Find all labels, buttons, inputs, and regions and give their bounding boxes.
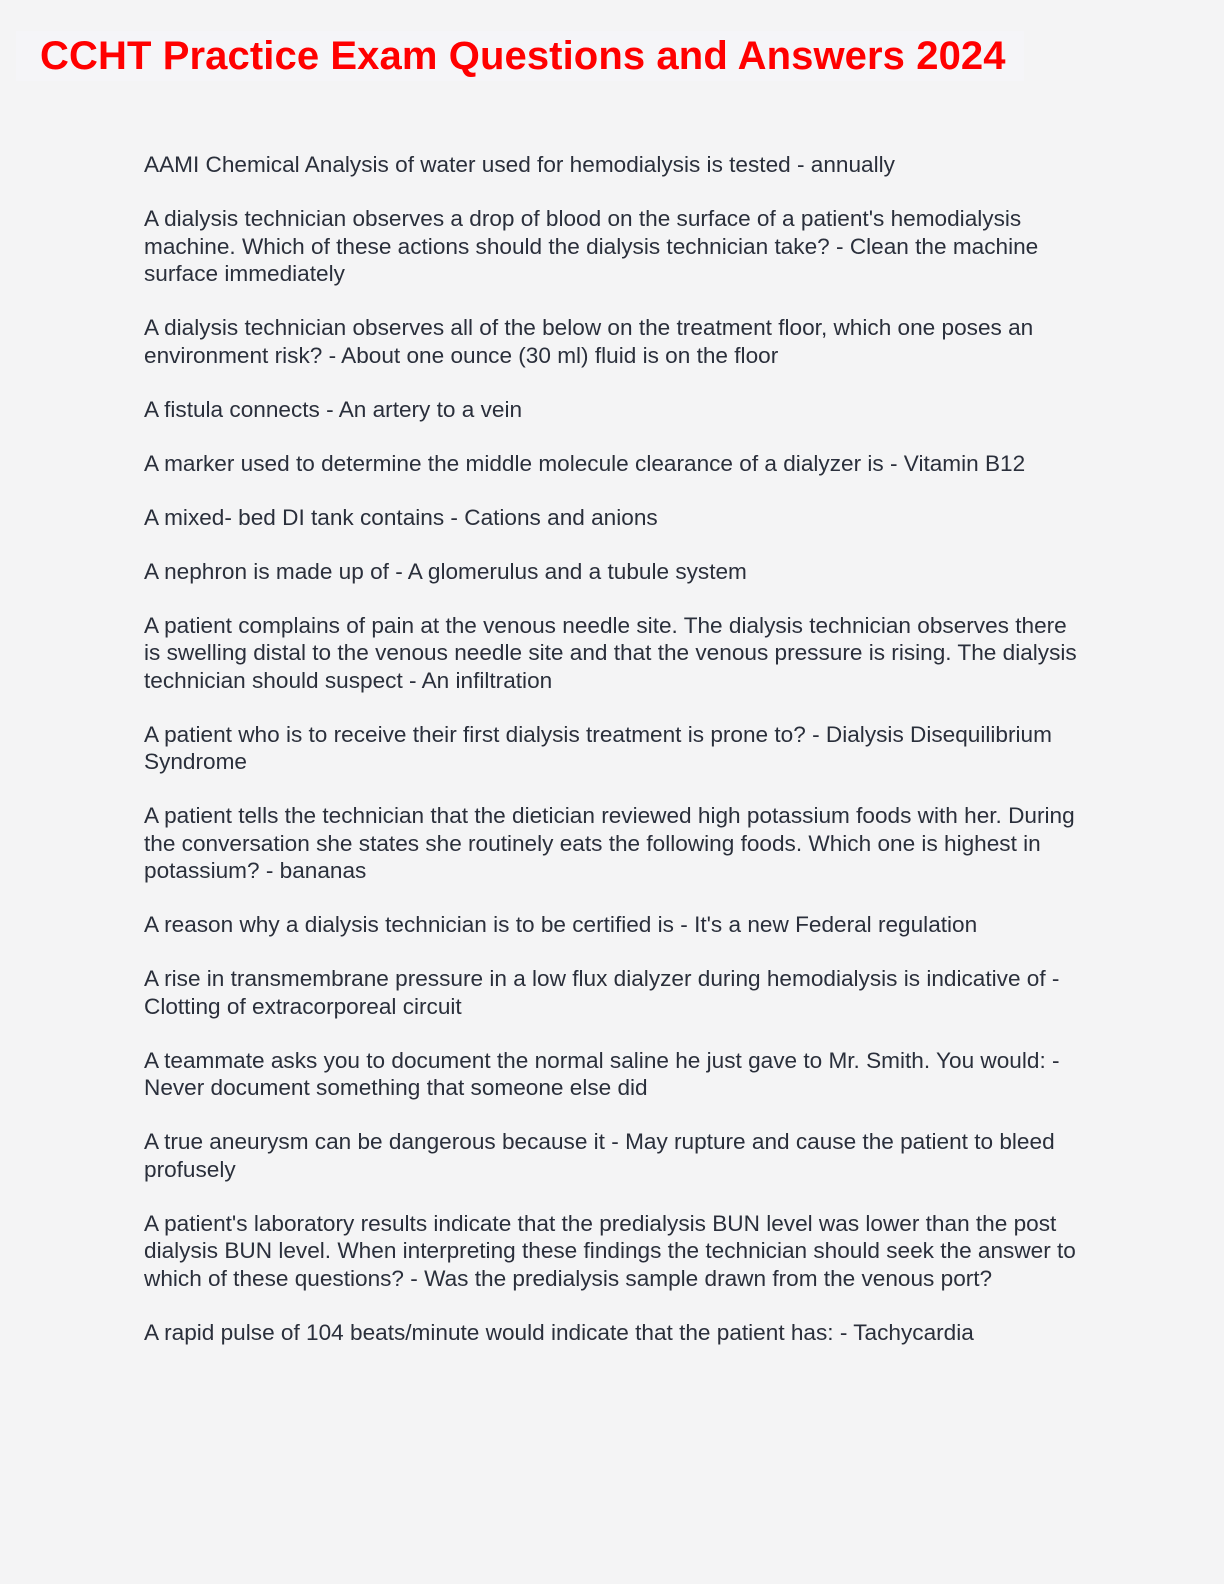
separator: - (833, 1319, 854, 1345)
qa-item (144, 1047, 1084, 1102)
qa-item (144, 450, 1084, 478)
question-text: A patient's laboratory results indicate that the predialysis BUN level was lower than the post dialysis BUN level. When interpreting these findings the technician should seek the answer to which of these questions? (144, 1210, 1076, 1291)
answer-text: Never document something that someone else did (144, 1075, 648, 1100)
separator: - (673, 912, 695, 937)
separator: - (829, 233, 850, 259)
qa-item (144, 504, 1084, 532)
question-text: A reason why a dialysis technician is to be certified is (144, 912, 674, 937)
answer-text: annually (810, 152, 895, 177)
qa-item (144, 1210, 1084, 1293)
qa-item (144, 802, 1084, 885)
separator: - (790, 152, 811, 177)
question-text: A patient who is to receive their first dialysis treatment is prone to? (144, 721, 806, 747)
answer-text: Tachycardia (853, 1319, 974, 1345)
qa-item (144, 314, 1084, 369)
title-banner (16, 31, 1024, 81)
question-text: A mixed- bed DI tank contains (144, 504, 445, 530)
answer-text: Was the predialysis sample drawn from the venous port? (424, 1265, 993, 1291)
question-text: A dialysis technician observes all of the below on the treatment floor, which one poses an environment risk? (144, 315, 1034, 368)
qa-item (144, 1128, 1084, 1183)
separator: - (259, 858, 280, 883)
question-text: A fistula connects (144, 396, 320, 422)
qa-item (144, 396, 1084, 424)
question-text: A patient tells the technician that the dietician reviewed high potassium foods with her. During the conversation she states she routinely eats the following foods. Which one is highest in potassium? (144, 803, 1075, 883)
question-text: A rapid pulse of 104 beats/minute would indicate that the patient has: (144, 1319, 834, 1345)
separator: - (404, 1265, 425, 1291)
separator: - (604, 1129, 626, 1154)
qa-item (144, 558, 1084, 586)
answer-text: An artery to a vein (338, 396, 523, 422)
qa-item (144, 965, 1084, 1020)
answer-text: Vitamin B12 (903, 450, 1026, 476)
question-text: A nephron is made up of (144, 558, 389, 584)
separator: - (1045, 966, 1060, 991)
question-text: A dialysis technician observes a drop of blood on the surface of a patient's hemodialysis machine. Which of these actions should the dialysis technician take? (144, 206, 1022, 259)
qa-item (144, 721, 1084, 776)
qa-item (144, 151, 1084, 179)
separator: - (319, 396, 339, 422)
separator: - (883, 450, 904, 476)
document-title: CCHT Practice Exam Questions and Answers 2024 (40, 34, 1006, 78)
separator: - (1045, 1047, 1060, 1073)
answer-text: A glomerulus and a tubule system (407, 558, 747, 584)
answer-text: It's a new Federal regulation (694, 912, 978, 937)
separator: - (402, 667, 422, 693)
answer-text: About one ounce (30 ml) fluid is on the floor (341, 342, 779, 368)
answer-text: Clotting of extracorporeal circuit (144, 993, 462, 1019)
question-text: AAMI Chemical Analysis of water used for hemodialysis is tested (144, 152, 791, 177)
answer-text: An infiltration (421, 667, 553, 693)
separator: - (805, 721, 826, 747)
answer-text: Dialysis Disequilibrium Syndrome (144, 721, 1052, 774)
separator: - (322, 342, 342, 368)
separator: - (388, 558, 408, 584)
answer-text: May rupture and cause the patient to bleed profusely (144, 1129, 1055, 1182)
question-text: A patient complains of pain at the venous needle site. The dialysis technician observes there is swelling distal to the venous needle site and that the venous pressure is rising. The dialysis technician should suspect (144, 612, 1077, 693)
answer-text: Cations and anions (464, 504, 658, 530)
qa-item (144, 205, 1084, 288)
question-text: A rise in transmembrane pressure in a low flux dialyzer during hemodialysis is indicative of (144, 966, 1046, 991)
qa-item (144, 1319, 1084, 1347)
question-text: A teammate asks you to document the normal saline he just gave to Mr. Smith. You would: (144, 1047, 1046, 1073)
answer-text: Clean the machine surface immediately (144, 233, 1039, 286)
qa-item (144, 612, 1084, 695)
question-text: A true aneurysm can be dangerous because it (144, 1129, 605, 1154)
qa-list (144, 151, 1084, 1373)
question-text: A marker used to determine the middle molecule clearance of a dialyzer is (144, 450, 884, 476)
answer-text: bananas (279, 858, 367, 883)
qa-item (144, 911, 1084, 939)
separator: - (444, 504, 465, 530)
